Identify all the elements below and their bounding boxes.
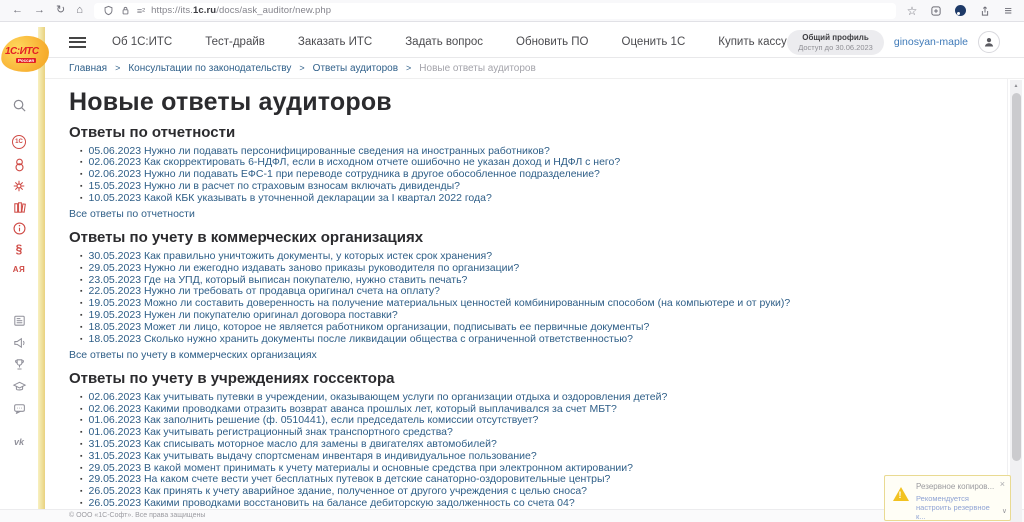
reload-button[interactable]: ↻ xyxy=(56,4,66,16)
answer-link[interactable]: 29.05.2023 Нужно ли ежегодно издавать заново приказы руководителя по организации? xyxy=(88,262,520,274)
sidebar-item-info-icon[interactable] xyxy=(11,220,27,236)
nav-item[interactable]: Купить кассу xyxy=(718,36,787,48)
sidebar-item-flower-icon[interactable] xyxy=(11,178,27,194)
list-item xyxy=(80,169,965,181)
list-item xyxy=(80,498,965,509)
answer-link[interactable]: 01.06.2023 Как заполнить решение (ф. 0510441), если председатель комиссии отсутствует? xyxy=(88,415,539,427)
list-item xyxy=(80,181,965,193)
answer-link[interactable]: 18.05.2023 Сколько нужно хранить документы после ликвидации общества с ограниченной ответственностью? xyxy=(88,333,634,345)
url-text: https://its.1c.ru/docs/ask_auditor/new.php xyxy=(151,5,332,16)
list-item xyxy=(80,146,965,158)
list-item xyxy=(80,286,965,298)
answer-date: 22.05.2023 xyxy=(88,286,144,298)
answer-date: 19.05.2023 xyxy=(88,298,144,310)
all-answers-link[interactable]: Все ответы по учету в коммерческих организациях xyxy=(69,349,317,362)
main-nav xyxy=(112,36,787,48)
username-link[interactable]: ginosyan-maple xyxy=(893,36,968,48)
answer-link[interactable]: 02.06.2023 Нужно ли подавать ЕФС-1 при переводе сотрудника в другое обособленное подразделение? xyxy=(88,169,600,181)
list-item xyxy=(80,392,965,404)
profile-access-until: Доступ до 30.06.2023 xyxy=(798,42,873,52)
answer-link[interactable]: 31.05.2023 Как учитывать выдачу спортсменам инвентаря в индивидуальное пользование? xyxy=(88,450,537,462)
scrollbar-up-icon[interactable]: ▲ xyxy=(1013,83,1019,89)
its-logo[interactable] xyxy=(1,36,49,72)
list-item xyxy=(80,310,965,322)
answer-date: 10.05.2023 xyxy=(88,192,144,204)
answer-link[interactable]: 31.05.2023 Как списывать моторное масло для замены в двигателях автомобилей? xyxy=(88,439,497,451)
logo-text: 1С:ИТС xyxy=(5,46,39,57)
answer-link[interactable]: 26.05.2023 Какими проводками восстановить на балансе дебиторскую задолженность со счета 04? xyxy=(88,498,575,509)
answer-date: 29.05.2023 xyxy=(88,474,144,486)
nav-item[interactable]: Тест-драйв xyxy=(205,36,265,48)
account-icon[interactable] xyxy=(955,5,966,16)
answer-link[interactable]: 10.05.2023 Какой КБК указывать в уточненной декларации за I квартал 2022 года? xyxy=(88,192,492,204)
answer-date: 15.05.2023 xyxy=(88,180,144,192)
sidebar-item-trophy-icon[interactable] xyxy=(11,356,27,372)
extension-icon[interactable] xyxy=(930,5,942,17)
user-icon xyxy=(983,36,995,48)
list-item xyxy=(80,275,965,287)
home-button[interactable]: ⌂ xyxy=(76,4,83,16)
sidebar-item-paragraph-icon[interactable]: § xyxy=(15,242,23,256)
main-content xyxy=(45,79,1008,509)
menu-icon[interactable]: ≡ xyxy=(1004,3,1012,18)
answer-date: 30.05.2023 xyxy=(88,250,144,262)
answer-date: 31.05.2023 xyxy=(88,439,144,451)
profile-area xyxy=(787,30,1024,55)
answer-date: 05.06.2023 xyxy=(88,145,144,157)
list-item xyxy=(80,322,965,334)
answer-link[interactable]: 30.05.2023 Как правильно уничтожить документы, у которых истек срок хранения? xyxy=(88,250,493,262)
list-item xyxy=(80,251,965,263)
list-item xyxy=(80,439,965,451)
list-item xyxy=(80,474,965,486)
sidebar-item-chat-icon[interactable] xyxy=(11,400,27,416)
sidebar-item-alphabet-icon[interactable]: АЯ xyxy=(12,265,26,274)
answer-link[interactable]: 15.05.2023 Нужно ли в расчет по страховым взносам включать дивиденды? xyxy=(88,180,460,192)
back-button[interactable]: ← xyxy=(12,4,23,16)
sidebar-item-megaphone-icon[interactable] xyxy=(11,334,27,350)
save-page-icon[interactable] xyxy=(979,5,991,17)
answer-link[interactable]: 05.06.2023 Нужно ли подавать персонифицированные сведения на иностранных работников? xyxy=(88,145,550,157)
list-item xyxy=(80,157,965,169)
section-title: Ответы по учету в учреждениях госсектора xyxy=(69,370,395,388)
profile-pill[interactable] xyxy=(787,30,884,55)
sidebar-item-coins-icon[interactable] xyxy=(11,156,27,172)
list-item xyxy=(80,298,965,310)
vk-icon[interactable]: vk xyxy=(13,436,24,447)
answer-date: 01.06.2023 xyxy=(88,427,144,439)
sidebar-item-1c-icon[interactable]: 1С xyxy=(11,134,27,150)
toast-chevron-down-icon[interactable]: ∨ xyxy=(1001,508,1007,515)
forward-button[interactable]: → xyxy=(34,4,45,16)
sidebar-item-books-icon[interactable] xyxy=(11,199,27,215)
answer-link[interactable]: 18.05.2023 Может ли лицо, которое не является работником организации, подписывать ее первичные документы? xyxy=(88,321,650,333)
browser-toolbar xyxy=(0,0,1024,22)
answers-list xyxy=(69,251,965,345)
answer-date: 18.05.2023 xyxy=(88,321,144,333)
toast-close-icon[interactable]: × xyxy=(999,479,1005,489)
list-item xyxy=(80,427,965,439)
answer-date: 26.05.2023 xyxy=(88,498,144,509)
avatar[interactable] xyxy=(978,31,1000,53)
answers-list xyxy=(69,392,965,509)
answer-date: 23.05.2023 xyxy=(88,274,144,286)
answer-link[interactable]: 01.06.2023 Как учитывать регистрационный знак транспортного средства? xyxy=(88,427,453,439)
copyright-text: © ООО «1С-Софт». Все права защищены xyxy=(69,512,206,519)
list-item xyxy=(80,451,965,463)
logo-subtext: Россия xyxy=(18,58,34,63)
warning-icon xyxy=(893,487,909,501)
breadcrumb-separator-icon: > xyxy=(299,63,305,73)
nav-item[interactable]: Оценить 1С xyxy=(621,36,686,48)
answer-link[interactable]: 19.05.2023 Нужен ли покупателю оригинал договора поставки? xyxy=(88,309,398,321)
backup-toast[interactable] xyxy=(884,475,1011,521)
breadcrumb-item[interactable]: Ответы аудиторов xyxy=(312,62,399,74)
page-title: Новые ответы аудиторов xyxy=(69,88,392,116)
scrollbar-thumb[interactable] xyxy=(1012,93,1021,461)
list-item xyxy=(80,486,965,498)
answer-link[interactable]: 02.06.2023 Какими проводками отразить возврат аванса прошлых лет, который выплачивался за счет МБТ? xyxy=(88,403,617,415)
answer-link[interactable]: 19.05.2023 Можно ли составить доверенность на получение материальных ценностей комбинированным способом (на компьютере и от руки)? xyxy=(88,298,791,310)
address-bar[interactable] xyxy=(94,3,896,19)
answer-link[interactable]: 29.05.2023 На каком счете вести учет бесплатных путевок в детские санаторно-оздоровительные центры? xyxy=(88,474,611,486)
answer-link[interactable]: 29.05.2023 В какой момент принимать к учету материалы и основные средства при электронном актировании? xyxy=(88,462,633,474)
sidebar-item-news-icon[interactable] xyxy=(11,312,27,328)
answer-date: 02.06.2023 xyxy=(88,169,144,181)
search-icon[interactable] xyxy=(11,97,27,113)
answer-date: 02.06.2023 xyxy=(88,391,144,403)
answer-link[interactable]: 02.06.2023 Как учитывать путевки в учреждении, оказывающем услуги по организации отдыха и оздоровления детей? xyxy=(88,391,668,403)
site-header xyxy=(45,27,1024,58)
answer-date: 19.05.2023 xyxy=(88,309,144,321)
tracking-shield-icon[interactable] xyxy=(103,5,114,16)
answer-link[interactable]: 26.05.2023 Как принять к учету аварийное здание, полученное от другого учреждения с целью сноса? xyxy=(88,486,588,498)
answer-date: 29.05.2023 xyxy=(88,462,144,474)
answer-date: 02.06.2023 xyxy=(88,157,144,169)
breadcrumb-separator-icon: > xyxy=(115,63,121,73)
toast-title: Резервное копиров... xyxy=(916,482,995,491)
toolbar-right xyxy=(907,4,1012,17)
list-item xyxy=(80,193,965,205)
hamburger-menu-icon[interactable] xyxy=(69,37,86,48)
answer-date: 01.06.2023 xyxy=(88,415,144,427)
breadcrumb-separator-icon: > xyxy=(406,63,412,73)
nav-item[interactable]: Обновить ПО xyxy=(516,36,589,48)
sidebar xyxy=(0,22,38,509)
yellow-divider xyxy=(38,27,45,509)
answers-list xyxy=(69,146,965,205)
answer-link[interactable]: 02.06.2023 Как скорректировать 6-НДФЛ, если в исходном отчете ошибочно не указан доход и НДФЛ с него? xyxy=(88,157,621,169)
page-footer xyxy=(0,509,1024,522)
lock-icon[interactable] xyxy=(120,5,131,16)
section-title: Ответы по отчетности xyxy=(69,124,236,141)
list-item xyxy=(80,415,965,427)
answer-date: 26.05.2023 xyxy=(88,486,144,498)
sections xyxy=(69,125,965,509)
answer-date: 29.05.2023 xyxy=(88,262,144,274)
answer-link[interactable]: 23.05.2023 Где на УПД, который выписан покупателю, нужно ставить печать? xyxy=(88,274,468,286)
breadcrumb-item: Новые ответы аудиторов xyxy=(419,62,536,74)
bookmark-star-icon[interactable]: ☆ xyxy=(906,3,918,18)
profile-title: Общий профиль xyxy=(802,32,869,42)
list-item xyxy=(80,263,965,275)
breadcrumb xyxy=(45,58,1024,79)
nav-item[interactable]: Об 1С:ИТС xyxy=(112,36,173,48)
nav-item[interactable]: Заказать ИТС xyxy=(297,36,373,48)
breadcrumb-item[interactable]: Консультации по законодательству xyxy=(128,62,292,74)
answer-date: 31.05.2023 xyxy=(88,450,144,462)
sidebar-item-graduation-icon[interactable] xyxy=(11,378,27,394)
breadcrumb-item[interactable]: Главная xyxy=(69,62,108,74)
list-item xyxy=(80,463,965,475)
list-item xyxy=(80,334,965,346)
all-answers-link[interactable]: Все ответы по отчетности xyxy=(69,208,195,221)
section-title: Ответы по учету в коммерческих организациях xyxy=(69,229,424,247)
answer-date: 18.05.2023 xyxy=(88,333,144,345)
site-permissions-icon[interactable]: ≡² xyxy=(136,5,146,16)
toast-message-link[interactable]: Рекомендуется настроить резервное к... xyxy=(916,494,990,521)
answer-link[interactable]: 22.05.2023 Нужно ли требовать от продавца оригинал счета на оплату? xyxy=(88,286,440,298)
scrollbar[interactable] xyxy=(1010,80,1022,522)
list-item xyxy=(80,404,965,416)
answer-date: 02.06.2023 xyxy=(88,403,144,415)
nav-item[interactable]: Задать вопрос xyxy=(405,36,484,48)
